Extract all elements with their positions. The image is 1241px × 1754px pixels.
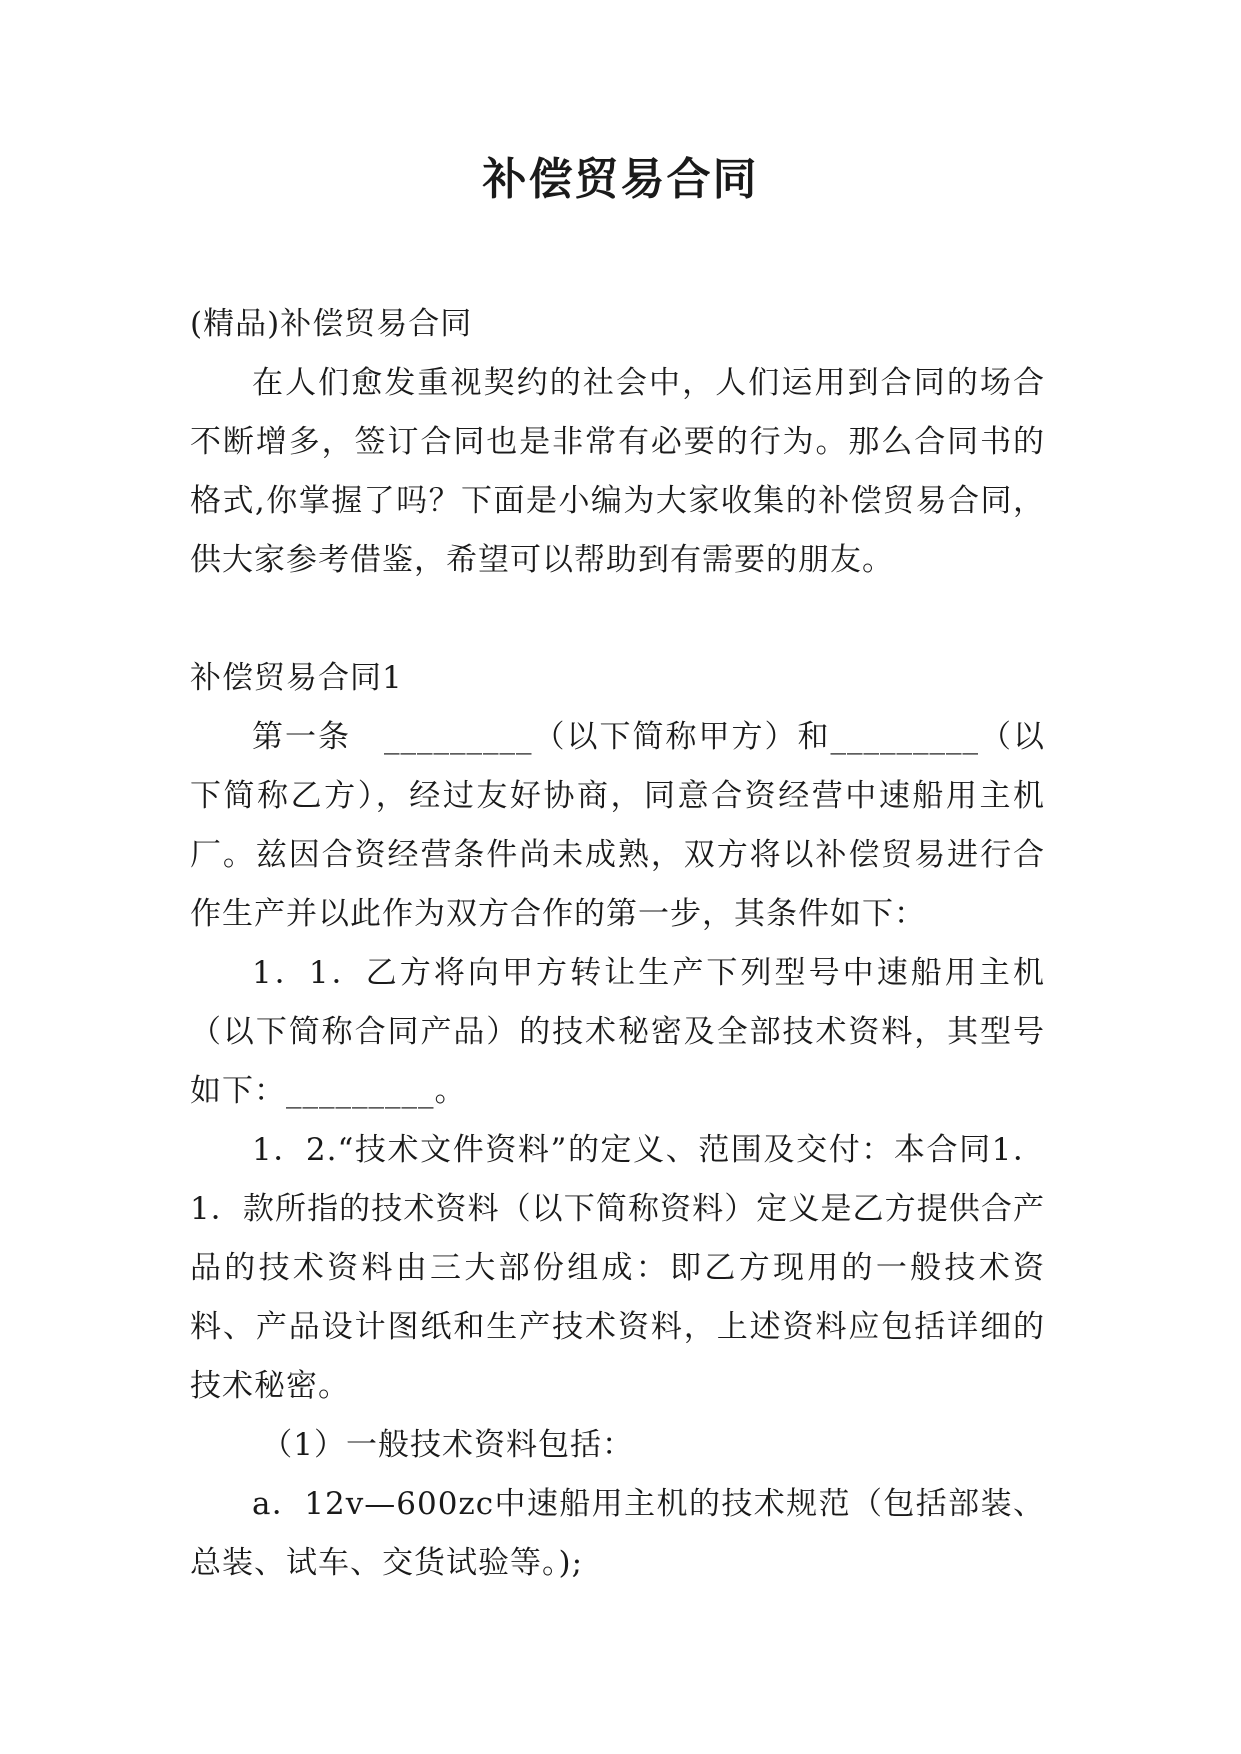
item-a-paragraph: a．12v—600zc中速船用主机的技术规范（包括部装、总装、试车、交货试验等。); — [190, 1486, 1045, 1581]
document-body — [190, 295, 1045, 1593]
document-subtitle: (精品)补偿贸易合同 — [190, 306, 473, 342]
intro-paragraph: 在人们愈发重视契约的社会中，人们运用到合同的场合不断增多，签订合同也是非常有必要的行为。那么合同书的格式,你掌握了吗？下面是小编为大家收集的补偿贸易合同，供大家参考借鉴，希望可以帮助到有需要的朋友。 — [190, 365, 1045, 578]
article-1-paragraph: 第一条 _________（以下简称甲方）和_________（以下简称乙方），经过友好协商，同意合资经营中速船用主机厂。兹因合资经营条件尚未成熟，双方将以补偿贸易进行合作生产并以此作为双方合作的第一步，其条件如下： — [190, 719, 1045, 932]
paragraph-spacer — [190, 590, 1045, 649]
section-heading: 补偿贸易合同1 — [190, 660, 403, 696]
document-title: 补偿贸易合同 — [482, 154, 759, 205]
clause-1-1-paragraph: 1．1．乙方将向甲方转让生产下列型号中速船用主机（以下简称合同产品）的技术秘密及全部技术资料，其型号如下：_________。 — [190, 955, 1045, 1109]
clause-1-2-paragraph: 1．2.“技术文件资料”的定义、范围及交付：本合同1．1．款所指的技术资料（以下简称资料）定义是乙方提供合产品的技术资料由三大部份组成：即乙方现用的一般技术资料、产品设计图纸和生产技术资料，上述资料应包括详细的技术秘密。 — [190, 1132, 1045, 1404]
item-1-paragraph: （1）一般技术资料包括： — [261, 1427, 635, 1463]
